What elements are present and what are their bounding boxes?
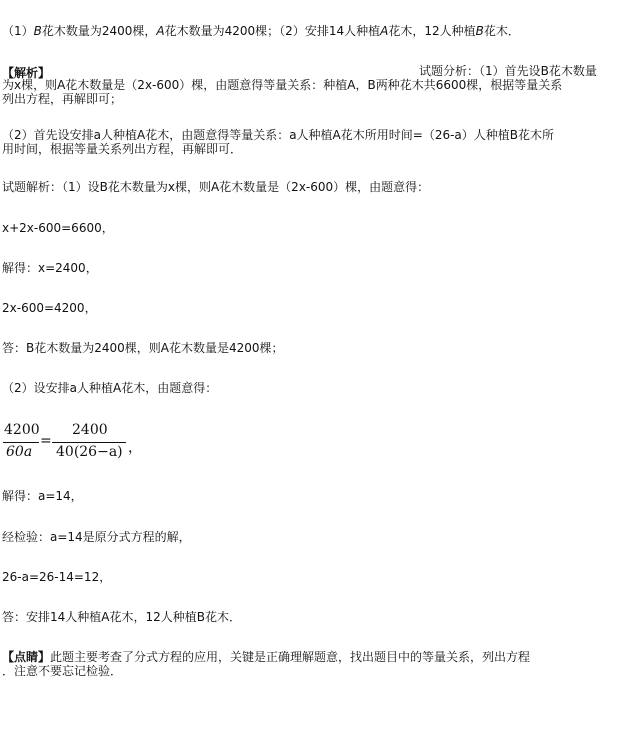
answer-part: 花木数量为2400棵，	[41, 24, 157, 38]
equals-sign: =	[40, 433, 52, 449]
solution-intro: 试题解析：（1）设B花木数量为x棵，则A花木数量是（2x-600）棵，由题意得：	[2, 180, 430, 194]
analysis-line: 为x棵，则A花木数量是（2x-600）棵，由题意得等量关系：种植A，B两种花木共6600棵，根据等量关系	[2, 78, 563, 92]
comment-line	[2, 650, 530, 664]
analysis-intro: 试题分析：（1）首先设B花木数量	[419, 64, 597, 78]
analysis-line: 列出方程，再解即可；	[2, 92, 123, 106]
analysis-header: 【解析】	[2, 66, 51, 80]
answer-part: （1）	[2, 24, 34, 38]
equation: 2x-600=4200，	[2, 301, 97, 315]
fraction-bar	[3, 442, 39, 443]
answer-variable: A	[156, 24, 165, 38]
comment-text: 此题主要考查了分式方程的应用，关键是正确理解题意，找出题目中的等量关系，列出方程	[50, 650, 531, 664]
answer-variable: B	[33, 24, 42, 38]
answer-statement: 答：B花木数量为2400棵，则A花木数量是4200棵；	[2, 341, 284, 355]
analysis-part2-line: 用时间，根据等量关系列出方程，再解即可．	[2, 142, 243, 156]
fraction-denominator: 40(26−a)	[56, 444, 123, 460]
equation: x+2x-600=6600，	[2, 221, 114, 235]
comment-line: ．注意不要忘记检验．	[2, 664, 123, 678]
answer-line	[2, 24, 520, 38]
fraction-denominator: 60a	[6, 444, 33, 460]
solution-part2: （2）设安排a人种植A花木，由题意得：	[2, 381, 218, 395]
answer-variable: B	[475, 24, 484, 38]
fraction-numerator: 2400	[72, 422, 108, 438]
solution-step: 解得：x=2400，	[2, 261, 98, 275]
equation: 26-a=26-14=12，	[2, 570, 112, 584]
answer-part: 花木数量为4200棵；（2）安排14人种植	[164, 24, 381, 38]
trailing-comma: ，	[128, 440, 142, 456]
check-statement: 经检验：a=14是原分式方程的解，	[2, 530, 191, 544]
comment-header: 【点睛】	[2, 650, 51, 664]
answer-statement: 答：安排14人种植A花木，12人种植B花木．	[2, 610, 241, 624]
answer-part: 花木，12人种植	[388, 24, 476, 38]
solution-step: 解得：a=14，	[2, 489, 83, 503]
fraction-bar	[52, 442, 126, 443]
analysis-part2-line: （2）首先设安排a人种植A花木，由题意得等量关系：a人种植A花木所用时间=（26-a）人种植B花木所	[2, 128, 555, 142]
answer-part: 花木．	[483, 24, 520, 38]
fraction-numerator: 4200	[4, 422, 40, 438]
answer-variable: A	[380, 24, 389, 38]
